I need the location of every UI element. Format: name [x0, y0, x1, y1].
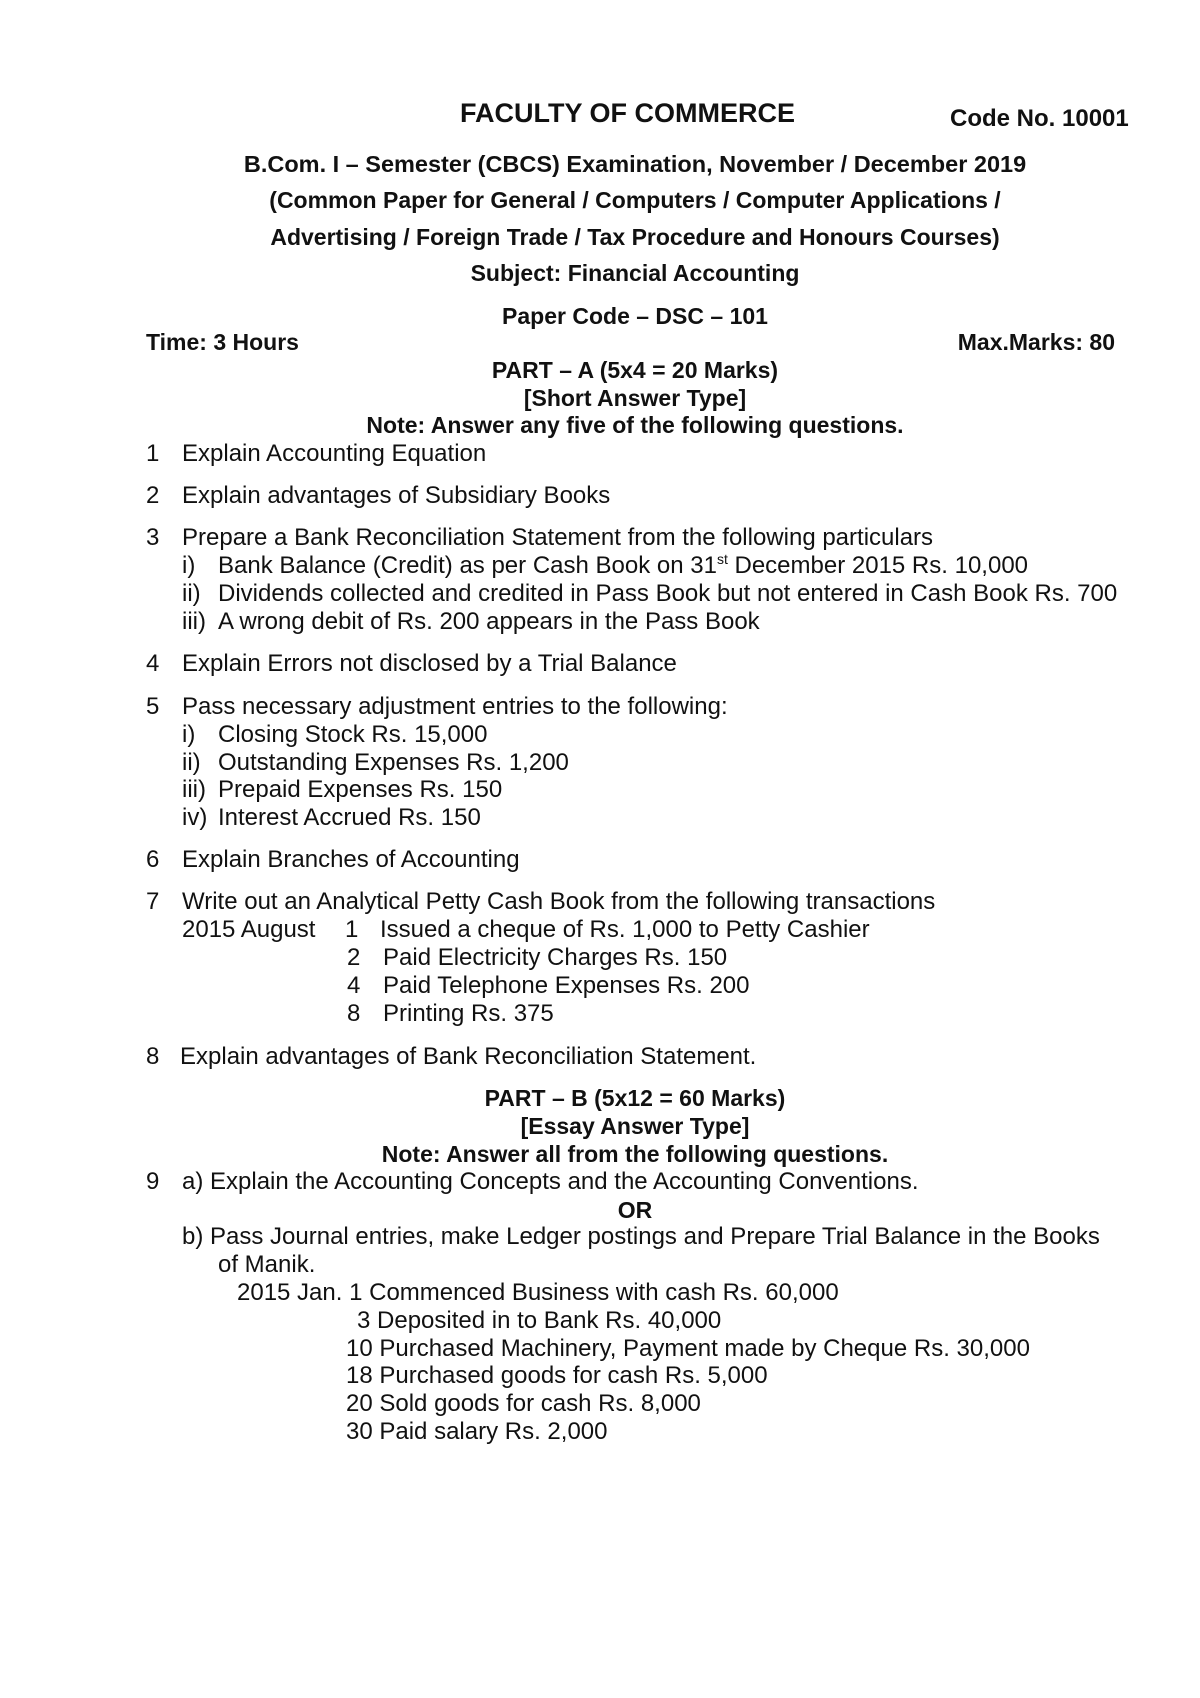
q3-item-i-sup: st	[716, 551, 728, 567]
q5-item-iv-label: iv)	[182, 804, 208, 831]
q7-row-4-text: Printing Rs. 375	[383, 1000, 554, 1027]
q4-number: 4	[146, 650, 160, 677]
q9-or: OR	[617, 1197, 653, 1223]
q5-item-iii-text: Prepaid Expenses Rs. 150	[218, 776, 503, 803]
q7-row-3-day: 4	[347, 972, 361, 999]
q3-item-i-label: i)	[182, 552, 196, 579]
q3-item-i-text-a: Bank Balance (Credit) as per Cash Book on 31	[218, 552, 717, 579]
q7-row-2-day: 2	[347, 944, 361, 971]
q8-text: Explain advantages of Bank Reconciliation Statement.	[180, 1043, 757, 1070]
q3-item-i-text-b: December 2015 Rs. 10,000	[734, 552, 1029, 579]
q3-item-iii-label: iii)	[182, 608, 206, 635]
q5-item-iv-text: Interest Accrued Rs. 150	[218, 804, 481, 831]
q6-number: 6	[146, 846, 160, 873]
q5-item-i-label: i)	[182, 721, 196, 748]
q5-item-iii-label: iii)	[182, 776, 206, 803]
q7-row-1-text: Issued a cheque of Rs. 1,000 to Petty Cashier	[380, 916, 870, 943]
q3-item-i-text	[218, 552, 1028, 580]
q9b-text-2: of Manik.	[218, 1251, 316, 1278]
q7-text: Write out an Analytical Petty Cash Book from the following transactions	[182, 888, 936, 915]
q9b-text: b) Pass Journal entries, make Ledger postings and Prepare Trial Balance in the Books	[182, 1223, 1100, 1250]
q9-transaction-1: 2015 Jan. 1 Commenced Business with cash Rs. 60,000	[237, 1279, 839, 1306]
part-a-note: Note: Answer any five of the following questions.	[366, 412, 904, 438]
q5-text: Pass necessary adjustment entries to the following:	[182, 693, 728, 720]
q3-text: Prepare a Bank Reconciliation Statement from the following particulars	[182, 524, 934, 551]
q7-row-2-text: Paid Electricity Charges Rs. 150	[383, 944, 728, 971]
code-number: Code No. 10001	[950, 105, 1129, 132]
q3-item-iii-text: A wrong debit of Rs. 200 appears in the Pass Book	[218, 608, 760, 635]
q5-item-i-text: Closing Stock Rs. 15,000	[218, 721, 488, 748]
part-b-type: [Essay Answer Type]	[520, 1113, 750, 1139]
q6-text: Explain Branches of Accounting	[182, 846, 520, 873]
q7-row-4-day: 8	[347, 1000, 361, 1027]
paper-code: Paper Code – DSC – 101	[502, 303, 768, 329]
q7-row-1-day: 1	[345, 916, 359, 943]
part-a-title: PART – A (5x4 = 20 Marks)	[491, 357, 779, 383]
q7-row-3-text: Paid Telephone Expenses Rs. 200	[383, 972, 750, 999]
part-a-type: [Short Answer Type]	[523, 385, 747, 411]
common-paper-line-1: (Common Paper for General / Computers / Computer Applications /	[269, 187, 1001, 213]
faculty-title: FACULTY OF COMMERCE	[460, 98, 795, 128]
q9a-text: a) Explain the Accounting Concepts and the Accounting Conventions.	[182, 1168, 919, 1195]
q4-text: Explain Errors not disclosed by a Trial Balance	[182, 650, 677, 677]
exam-title: B.Com. I – Semester (CBCS) Examination, November / December 2019	[243, 151, 1027, 177]
q1-text: Explain Accounting Equation	[182, 440, 487, 467]
common-paper-line-2: Advertising / Foreign Trade / Tax Procedure and Honours Courses)	[270, 224, 1000, 250]
q9-transaction-5: 20 Sold goods for cash Rs. 8,000	[346, 1390, 701, 1417]
q2-number: 2	[146, 482, 160, 509]
time-line: Time: 3 Hours	[146, 329, 299, 355]
max-marks: Max.Marks: 80	[957, 329, 1115, 355]
q5-number: 5	[146, 693, 160, 720]
q9-transaction-3: 10 Purchased Machinery, Payment made by Cheque Rs. 30,000	[346, 1335, 1030, 1362]
q7-number: 7	[146, 888, 160, 915]
q3-number: 3	[146, 524, 160, 551]
q3-item-ii-label: ii)	[182, 580, 201, 607]
part-b-title: PART – B (5x12 = 60 Marks)	[484, 1085, 786, 1111]
q9-number: 9	[146, 1168, 160, 1195]
part-b-note: Note: Answer all from the following questions.	[381, 1141, 889, 1167]
q3-item-ii-text: Dividends collected and credited in Pass Book but not entered in Cash Book Rs. 700	[218, 580, 1118, 607]
q2-text: Explain advantages of Subsidiary Books	[182, 482, 611, 509]
q1-number: 1	[146, 440, 160, 467]
q5-item-ii-text: Outstanding Expenses Rs. 1,200	[218, 749, 569, 776]
subject-line: Subject: Financial Accounting	[470, 260, 800, 286]
q9-transaction-2: 3 Deposited in to Bank Rs. 40,000	[357, 1307, 722, 1334]
q8-number: 8	[146, 1043, 160, 1070]
q5-item-ii-label: ii)	[182, 749, 201, 776]
q7-period: 2015 August	[182, 916, 316, 943]
q9-transaction-6: 30 Paid salary Rs. 2,000	[346, 1418, 608, 1445]
q9-transaction-4: 18 Purchased goods for cash Rs. 5,000	[346, 1362, 768, 1389]
